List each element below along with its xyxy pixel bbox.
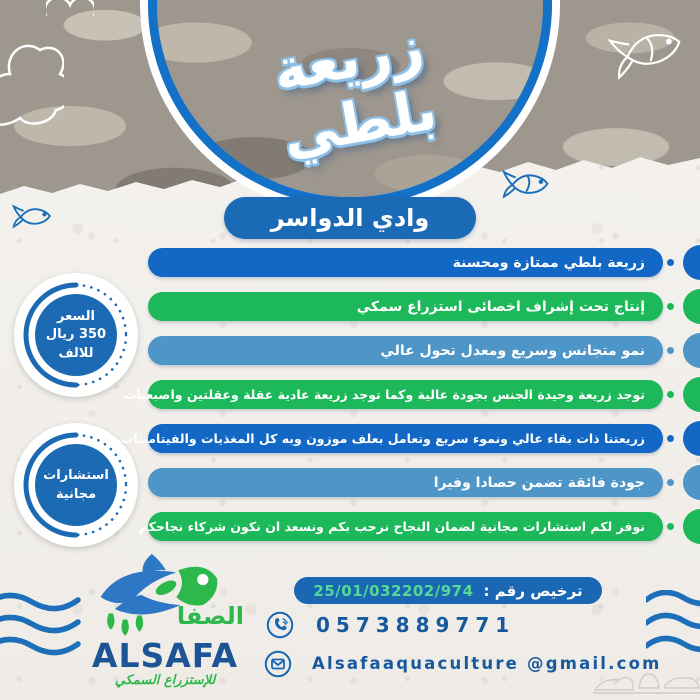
price-badge [14,273,138,397]
bullet-dot [667,259,674,266]
location-banner: وادي الدواسر [224,197,476,239]
feature-pill: جودة فائقة تضمن حصادا وفيرا [148,468,663,497]
consultation-badge-text [35,444,117,526]
logo-arabic-name: الصفا [176,602,244,630]
feature-pill: توجد زريعة وحيدة الجنس بجودة عالية وكما توجد زريعة عادية عقلة وعقلتين واصبعيات [148,380,663,409]
feature-pill: إنتاج تحت إشراف اخصائى استزراع سمكي [148,292,663,321]
bullet-dot [667,523,674,530]
email-icon [264,650,292,678]
edge-circle [683,333,700,368]
email-address[interactable]: Alsafaaquaculture @gmail.com [312,654,662,673]
feature-pill: نمو متجانس وسريع ومعدل تحول عالي [148,336,663,365]
price-line: السعر [57,308,95,324]
edge-circle [683,421,700,456]
license-number: 25/01/032202/974 [313,581,474,600]
badge-line: مجانية [55,486,97,502]
fish-sketch-icon [12,199,52,232]
feature-pill: نوفر لكم استشارات مجانية لضمان النجاح نرحب بكم ونسعد ان نكون شركاء نجاحكم [148,512,663,541]
bullet-dot [667,347,674,354]
waves-icon [0,592,82,658]
price-badge-text [35,294,117,376]
edge-circle [683,509,700,544]
edge-circle [683,465,700,500]
badge-line: استشارات [43,467,109,483]
company-logo [86,552,244,688]
price-line: 350 ريال [45,327,107,343]
cloud-icon [0,26,64,126]
logo-fish-icon [87,552,243,644]
bullet-dot [667,391,674,398]
consultation-badge [14,423,138,547]
edge-circle [683,377,700,412]
price-line: للالف [58,345,94,361]
license-label: ترخيص رقم : [483,581,583,600]
logo-latin-name: ALSAFA [91,636,239,675]
bullet-dot [667,435,674,442]
logo-tagline: للإستزراع السمكي [114,673,216,688]
bullet-dot [667,303,674,310]
phone-icon [266,611,294,639]
phone-number[interactable]: 0573889771 [316,613,516,637]
cloud-icon [46,0,94,16]
edge-circle [683,289,700,324]
poster-title: زريعة بلطي [268,13,442,169]
license-banner [294,577,602,604]
bullet-dot [667,479,674,486]
edge-circle [683,245,700,280]
feature-pill: زريعتنا ذات بقاء عالي ونموء سريع وتعامل بعلف موزون وبه كل المغذيات والفيتامينات [148,424,663,453]
feature-pill: زريعة بلطي ممتازة ومحسنة [148,248,663,277]
waves-icon [646,590,700,660]
